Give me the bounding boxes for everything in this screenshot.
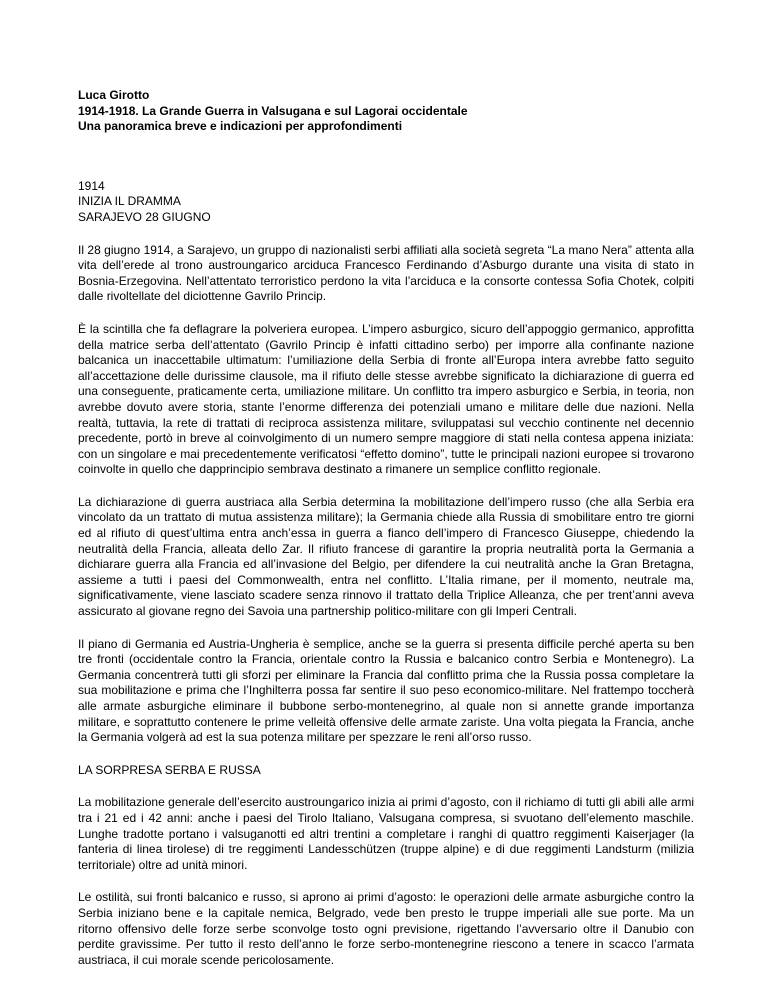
document-header — [78, 88, 694, 135]
paragraph: La mobilitazione generale dell’esercito austroungarico inizia ai primi d’agosto, con il richiamo di tutti gli abili alle armi tra i 21 ed i 42 anni: anche i paesi del Tirolo Italiano, Valsugana compresa, si svuotano dell’elemento maschile. Lunghe tradotte portano i valsuganotti ed altri trentini a completare i ranghi di quattro reggimenti Kaiserjager (la fanteria di linea tirolese) di tre reggimenti Landesschützen (truppe alpine) e di due reggimenti Landsturm (milizia territoriale) oltre ad unità minori. — [78, 795, 694, 872]
section-heading: INIZIA IL DRAMMA — [78, 194, 181, 209]
section-dateline: SARAJEVO 28 GIUGNO — [78, 209, 211, 224]
paragraph: Le ostilità, sui fronti balcanico e russo, si aprono ai primi d’agosto: le operazioni delle armate asburgiche contro la Serbia iniziano bene e la capitale nemica, Belgrado, vede ben presto le truppe imperiali alle sue porte. Ma un ritorno offensivo delle forze serbe sconvolge tosto ogni previsione, rigettando l’avversario oltre il Danubio con perdite gravissime. Per tutto il resto dell’anno le forze serbo-montenegrine riescono a tenere in scacco l’armata austriaca, il cui morale scende pericolosamente. — [78, 890, 694, 967]
author-name: Luca Girotto — [78, 88, 150, 102]
paragraph: È la scintilla che fa deflagrare la polveriera europea. L’impero asburgico, sicuro dell’appoggio germanico, approfitta della matrice serba dell’attentato (Gavrilo Princip è infatti cittadino serbo) per imporre alla confinante nazione balcanica un inaccettabile ultimatum: l’umiliazione della Serbia di fronte all’Europa intera avrebbe fatto seguito all’accettazione delle durissime clausole, ma il rifiuto delle stesse avrebbe significato la dichiarazione di guerra ed una conseguente, praticamente certa, umiliazione militare. Un conflitto tra impero asburgico e Serbia, in teoria, non avrebbe dovuto avere storia, stante l’enorme differenza dei potenziali umano e militare delle due nazioni. Nella realtà, tuttavia, la rete di trattati di reciproca assistenza militare, sviluppatasi sul vecchio continente nel decennio precedente, portò in breve al coinvolgimento di un numero sempre maggiore di stati nella contesa appena iniziata: con un singolare e mai precedentemente verificatosi “effetto domino”, tutte le principali nazioni europee si trovarono coinvolte in quello che dapprincipio sembrava destinato a rimanere un semplice conflitto regionale. — [78, 321, 694, 477]
section-year: 1914 — [78, 178, 105, 193]
document-title: 1914-1918. La Grande Guerra in Valsugana e sul Lagorai occidentale — [78, 103, 468, 118]
paragraph: Il piano di Germania ed Austria-Ungheria è semplice, anche se la guerra si presenta difficile perché aperta su ben tre fronti (occidentale contro la Francia, orientale contro la Russia e balcanico contro Serbia e Montenegro). La Germania concentrerà tutti gli sforzi per eliminare la Francia dal conflitto prima che la Russia possa completare la sua mobilitazione e prima che l’Inghilterra possa far sentire il suo peso economico-militare. Nel frattempo toccherà alle armate asburgiche eliminare il bubbone serbo-montenegrino, al quale non si annette grande importanza militare, e soprattutto contenere le prime velleità offensive delle armate zariste. Una volta piegata la Francia, anche la Germania volgerà ad est la sua potenza militare per spezzare le reni all’orso russo. — [78, 636, 694, 745]
paragraph: Il 28 giugno 1914, a Sarajevo, un gruppo di nazionalisti serbi affiliati alla società segreta “La mano Nera” attenta alla vita dell’erede al trono austroungarico arciduca Francesco Ferdinando d’Asburgo durante una visita di stato in Bosnia-Erzegovina. Nell’attentato terroristico perdono la vita l’arciduca e la consorte contessa Sofia Chotek, colpiti dalle rivoltellate del diciottenne Gavrilo Princip. — [78, 242, 694, 304]
section-heading: LA SORPRESA SERBA E RUSSA — [78, 762, 261, 777]
paragraph: La dichiarazione di guerra austriaca alla Serbia determina la mobilitazione dell’impero russo (che alla Serbia era vincolato da un trattato di mutua assistenza militare); la Germania chiede alla Russia di smobilitare entro tre giorni ed al rifiuto di quest’ultima entra anch’essa in guerra a fianco dell’impero di Francesco Giuseppe, chiedendo la neutralità della Francia, alleata dello Zar. Il rifiuto francese di garantire la propria neutralità porta la Germania a dichiarare guerra alla Francia ed all’invasione del Belgio, per difendere la cui neutralità anche la Gran Bretagna, assieme a tutti i paesi del Commonwealth, entra nel conflitto. L’Italia rimane, per il momento, neutrale ma, significativamente, viene lasciato scadere senza rinnovo il trattato della Triplice Alleanza, che per trent’anni aveva assicurato al giovane regno dei Savoia una partnership politico-militare con gli Imperi Centrali. — [78, 494, 694, 619]
document-subtitle: Una panoramica breve e indicazioni per approfondimenti — [78, 119, 403, 134]
section-intro — [78, 179, 694, 226]
document-page — [78, 88, 694, 968]
